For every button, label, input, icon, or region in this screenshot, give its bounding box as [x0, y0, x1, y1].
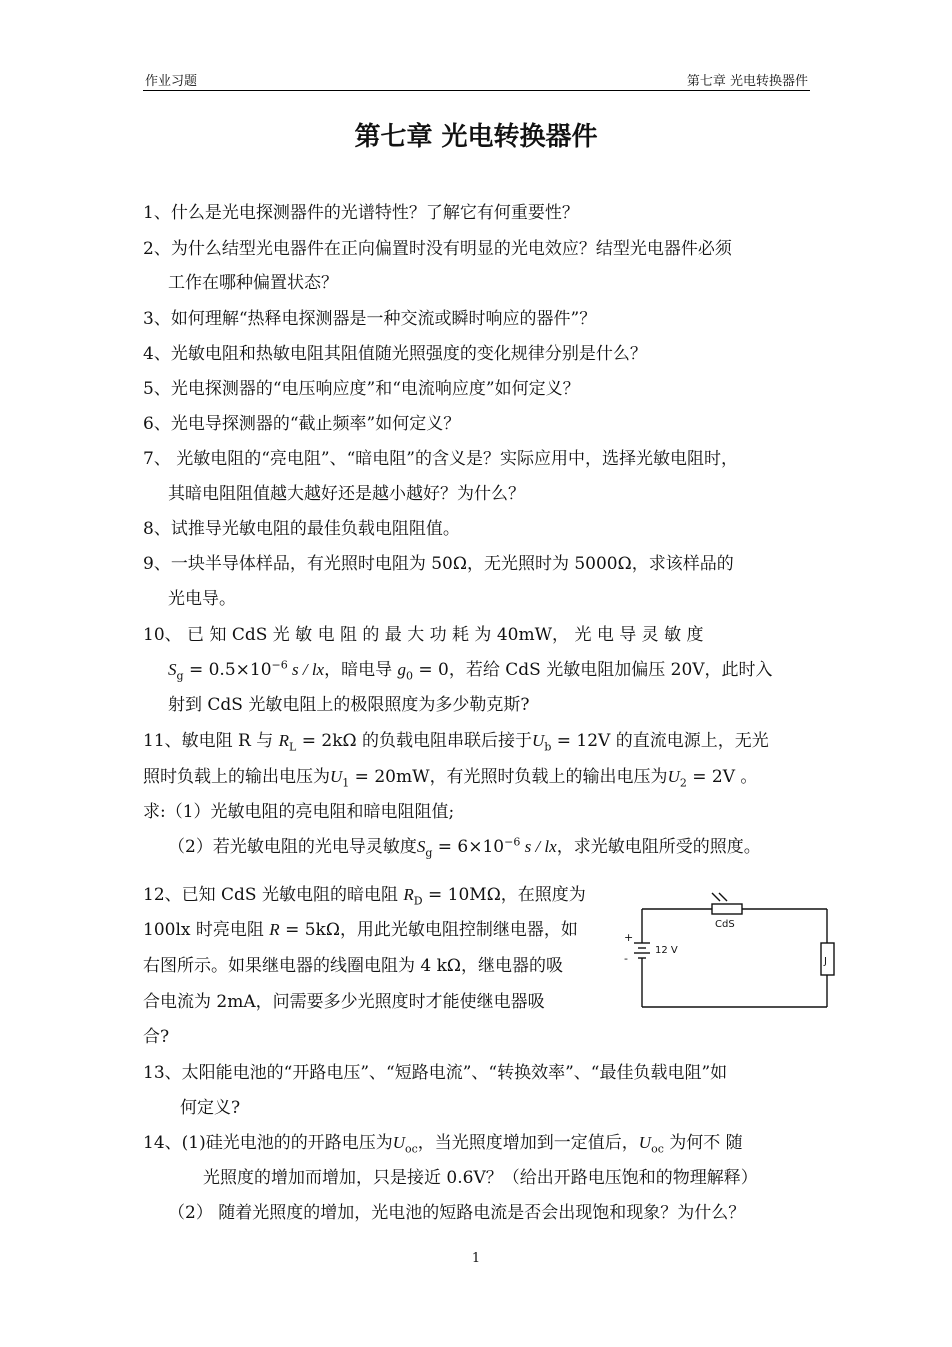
- sg-unit: s / lx: [287, 660, 325, 679]
- question-14-line-3: （2） 随着光照度的增加，光电池的短路电流是否会出现饱和现象？为什么？: [168, 1203, 746, 1223]
- subscript-l: L: [289, 740, 297, 754]
- text: ，当光照度增加到一定值后，: [417, 1133, 639, 1153]
- minus-label: -: [624, 952, 628, 965]
- sg-value: = 0.5×10: [183, 660, 272, 680]
- question-11-line-3: 求:（1）光敏电阻的亮电阻和暗电阻阻值;: [143, 802, 455, 822]
- sg-unit: s / lx: [520, 837, 557, 856]
- ub-value: = 12V: [551, 731, 611, 751]
- symbol-rl: R: [278, 731, 290, 750]
- question-14-line-1: [143, 1128, 743, 1155]
- header-left: 作业习题: [145, 74, 198, 89]
- question-1: 1、什么是光电探测器件的光谱特性？了解它有何重要性？: [143, 203, 579, 223]
- subscript-0: 0: [406, 669, 413, 683]
- question-6: 6、光电导探测器的“截止频率”如何定义？: [143, 414, 461, 434]
- text: 14、(1)硅光电池的的开路电压为: [143, 1133, 393, 1153]
- question-12-line-1: [143, 880, 586, 907]
- symbol-u2: U: [667, 767, 680, 786]
- sg-value: = 6×10: [432, 837, 505, 857]
- question-13-line-2: 何定义?: [180, 1098, 241, 1118]
- question-4: 4、光敏电阻和热敏电阻其阻值随光照强度的变化规律分别是什么？: [143, 344, 647, 364]
- question-9-line-1: 9、一块半导体样品，有光照时电阻为 50Ω，无光照时为 5000Ω，求该样品的: [143, 554, 734, 574]
- text: 的负载电阻串联后接于: [356, 731, 533, 751]
- symbol-rd: R: [403, 885, 414, 904]
- text: 12、已知 CdS 光敏电阻的暗电阻: [143, 885, 404, 905]
- subscript-d: D: [413, 894, 423, 908]
- symbol-r: R: [269, 920, 280, 939]
- symbol-g0: g: [397, 660, 406, 679]
- question-7-line-2: 其暗电阻阻值越大越好还是越小越好？为什么？: [168, 484, 525, 504]
- question-8: 8、试推导光敏电阻的最佳负载电阻阻值。: [143, 519, 460, 539]
- page-header: [143, 68, 810, 91]
- symbol-uoc: U: [638, 1133, 652, 1152]
- text: 的直流电源上，无光: [610, 731, 769, 751]
- text-dark-conductance: ，暗电导: [324, 660, 398, 680]
- text: （2）若光敏电阻的光电导灵敏度: [168, 837, 417, 857]
- text: 。: [735, 767, 758, 787]
- text: ，求光敏电阻所受的照度。: [556, 837, 761, 857]
- question-11-line-1: [143, 726, 769, 753]
- question-7-line-1: 7、 光敏电阻的“亮电阻”、“暗电阻”的含义是？实际应用中，选择光敏电阻时，: [143, 449, 738, 469]
- rd-value: = 10MΩ: [422, 885, 501, 905]
- text: ，有光照时负载上的输出电压为: [429, 767, 668, 787]
- subscript-2: 2: [679, 776, 687, 790]
- text-bias: ，若给 CdS 光敏电阻加偏压 20V，此时入: [448, 660, 773, 680]
- relay-circuit-diagram: [612, 885, 842, 1010]
- question-10-line-3: 射到 CdS 光敏电阻上的极限照度为多少勒克斯?: [168, 695, 530, 715]
- exponent: −6: [271, 658, 288, 672]
- question-11-line-4: [168, 832, 761, 859]
- text: 为何不 随: [663, 1133, 743, 1153]
- question-14-line-2: 光照度的增加而增加，只是接近 0.6V？（给出开路电压饱和的物理解释）: [203, 1168, 758, 1188]
- question-13-line-1: 13、太阳能电池的“开路电压”、“短路电流”、“转换效率”、“最佳负载电阻”如: [143, 1063, 728, 1083]
- symbol-ub: U: [532, 731, 545, 750]
- subscript-b: b: [544, 740, 552, 754]
- question-3: 3、如何理解“热释电探测器是一种交流或瞬时响应的器件”？: [143, 309, 597, 329]
- subscript-oc: oc: [651, 1142, 664, 1156]
- text: 照时负载上的输出电压为: [143, 767, 330, 787]
- question-2-line-1: 2、为什么结型光电器件在正向偏置时没有明显的光电效应？结型光电器件必须: [143, 239, 732, 259]
- text: ，用此光敏电阻控制继电器，如: [339, 920, 578, 940]
- subscript-g: g: [176, 669, 184, 683]
- u2-value: = 2V: [686, 767, 735, 787]
- subscript-1: 1: [342, 776, 350, 790]
- question-12-line-2: [143, 915, 578, 940]
- subscript-g: g: [425, 846, 433, 860]
- page-number: 1: [471, 1251, 481, 1266]
- r-value: = 5kΩ: [279, 920, 340, 940]
- u1-value: = 20mW: [349, 767, 430, 787]
- g0-value: = 0: [413, 660, 449, 680]
- text: 100lx 时亮电阻: [143, 920, 270, 940]
- question-12-line-3: 右图所示。如果继电器的线圈电阻为 4 kΩ，继电器的吸: [143, 956, 564, 976]
- symbol-sg: S: [168, 660, 177, 679]
- question-10-line-1: 10、 已 知 CdS 光 敏 电 阻 的 最 大 功 耗 为 40mW， 光 电 导 灵 敏 度: [143, 625, 704, 645]
- plus-label: +: [624, 931, 634, 944]
- question-5: 5、光电探测器的“电压响应度”和“电流响应度”如何定义？: [143, 379, 580, 399]
- symbol-sg: S: [416, 837, 426, 856]
- relay-label: J: [824, 956, 827, 967]
- question-10-line-2: [168, 655, 773, 682]
- symbol-uoc: U: [392, 1133, 405, 1152]
- header-right: 第七章 光电转换器件: [686, 74, 808, 89]
- text: ，在照度为: [500, 885, 586, 905]
- cds-label: CdS: [715, 919, 735, 930]
- text: 11、敏电阻 R 与: [143, 731, 279, 751]
- page-title: 第七章 光电转换器件: [354, 122, 598, 152]
- battery-label: 12 V: [655, 945, 678, 956]
- question-12-line-5: 合?: [143, 1027, 170, 1047]
- question-2-line-2: 工作在哪种偏置状态？: [168, 273, 338, 293]
- symbol-u1: U: [330, 767, 343, 786]
- exponent: −6: [504, 835, 521, 849]
- rl-value: = 2kΩ: [296, 731, 357, 751]
- question-12-line-4: 合电流为 2mA，问需要多少光照度时才能使继电器吸: [143, 992, 545, 1012]
- question-9-line-2: 光电导。: [168, 589, 236, 609]
- question-11-line-2: [143, 762, 757, 789]
- subscript-oc: oc: [405, 1142, 418, 1156]
